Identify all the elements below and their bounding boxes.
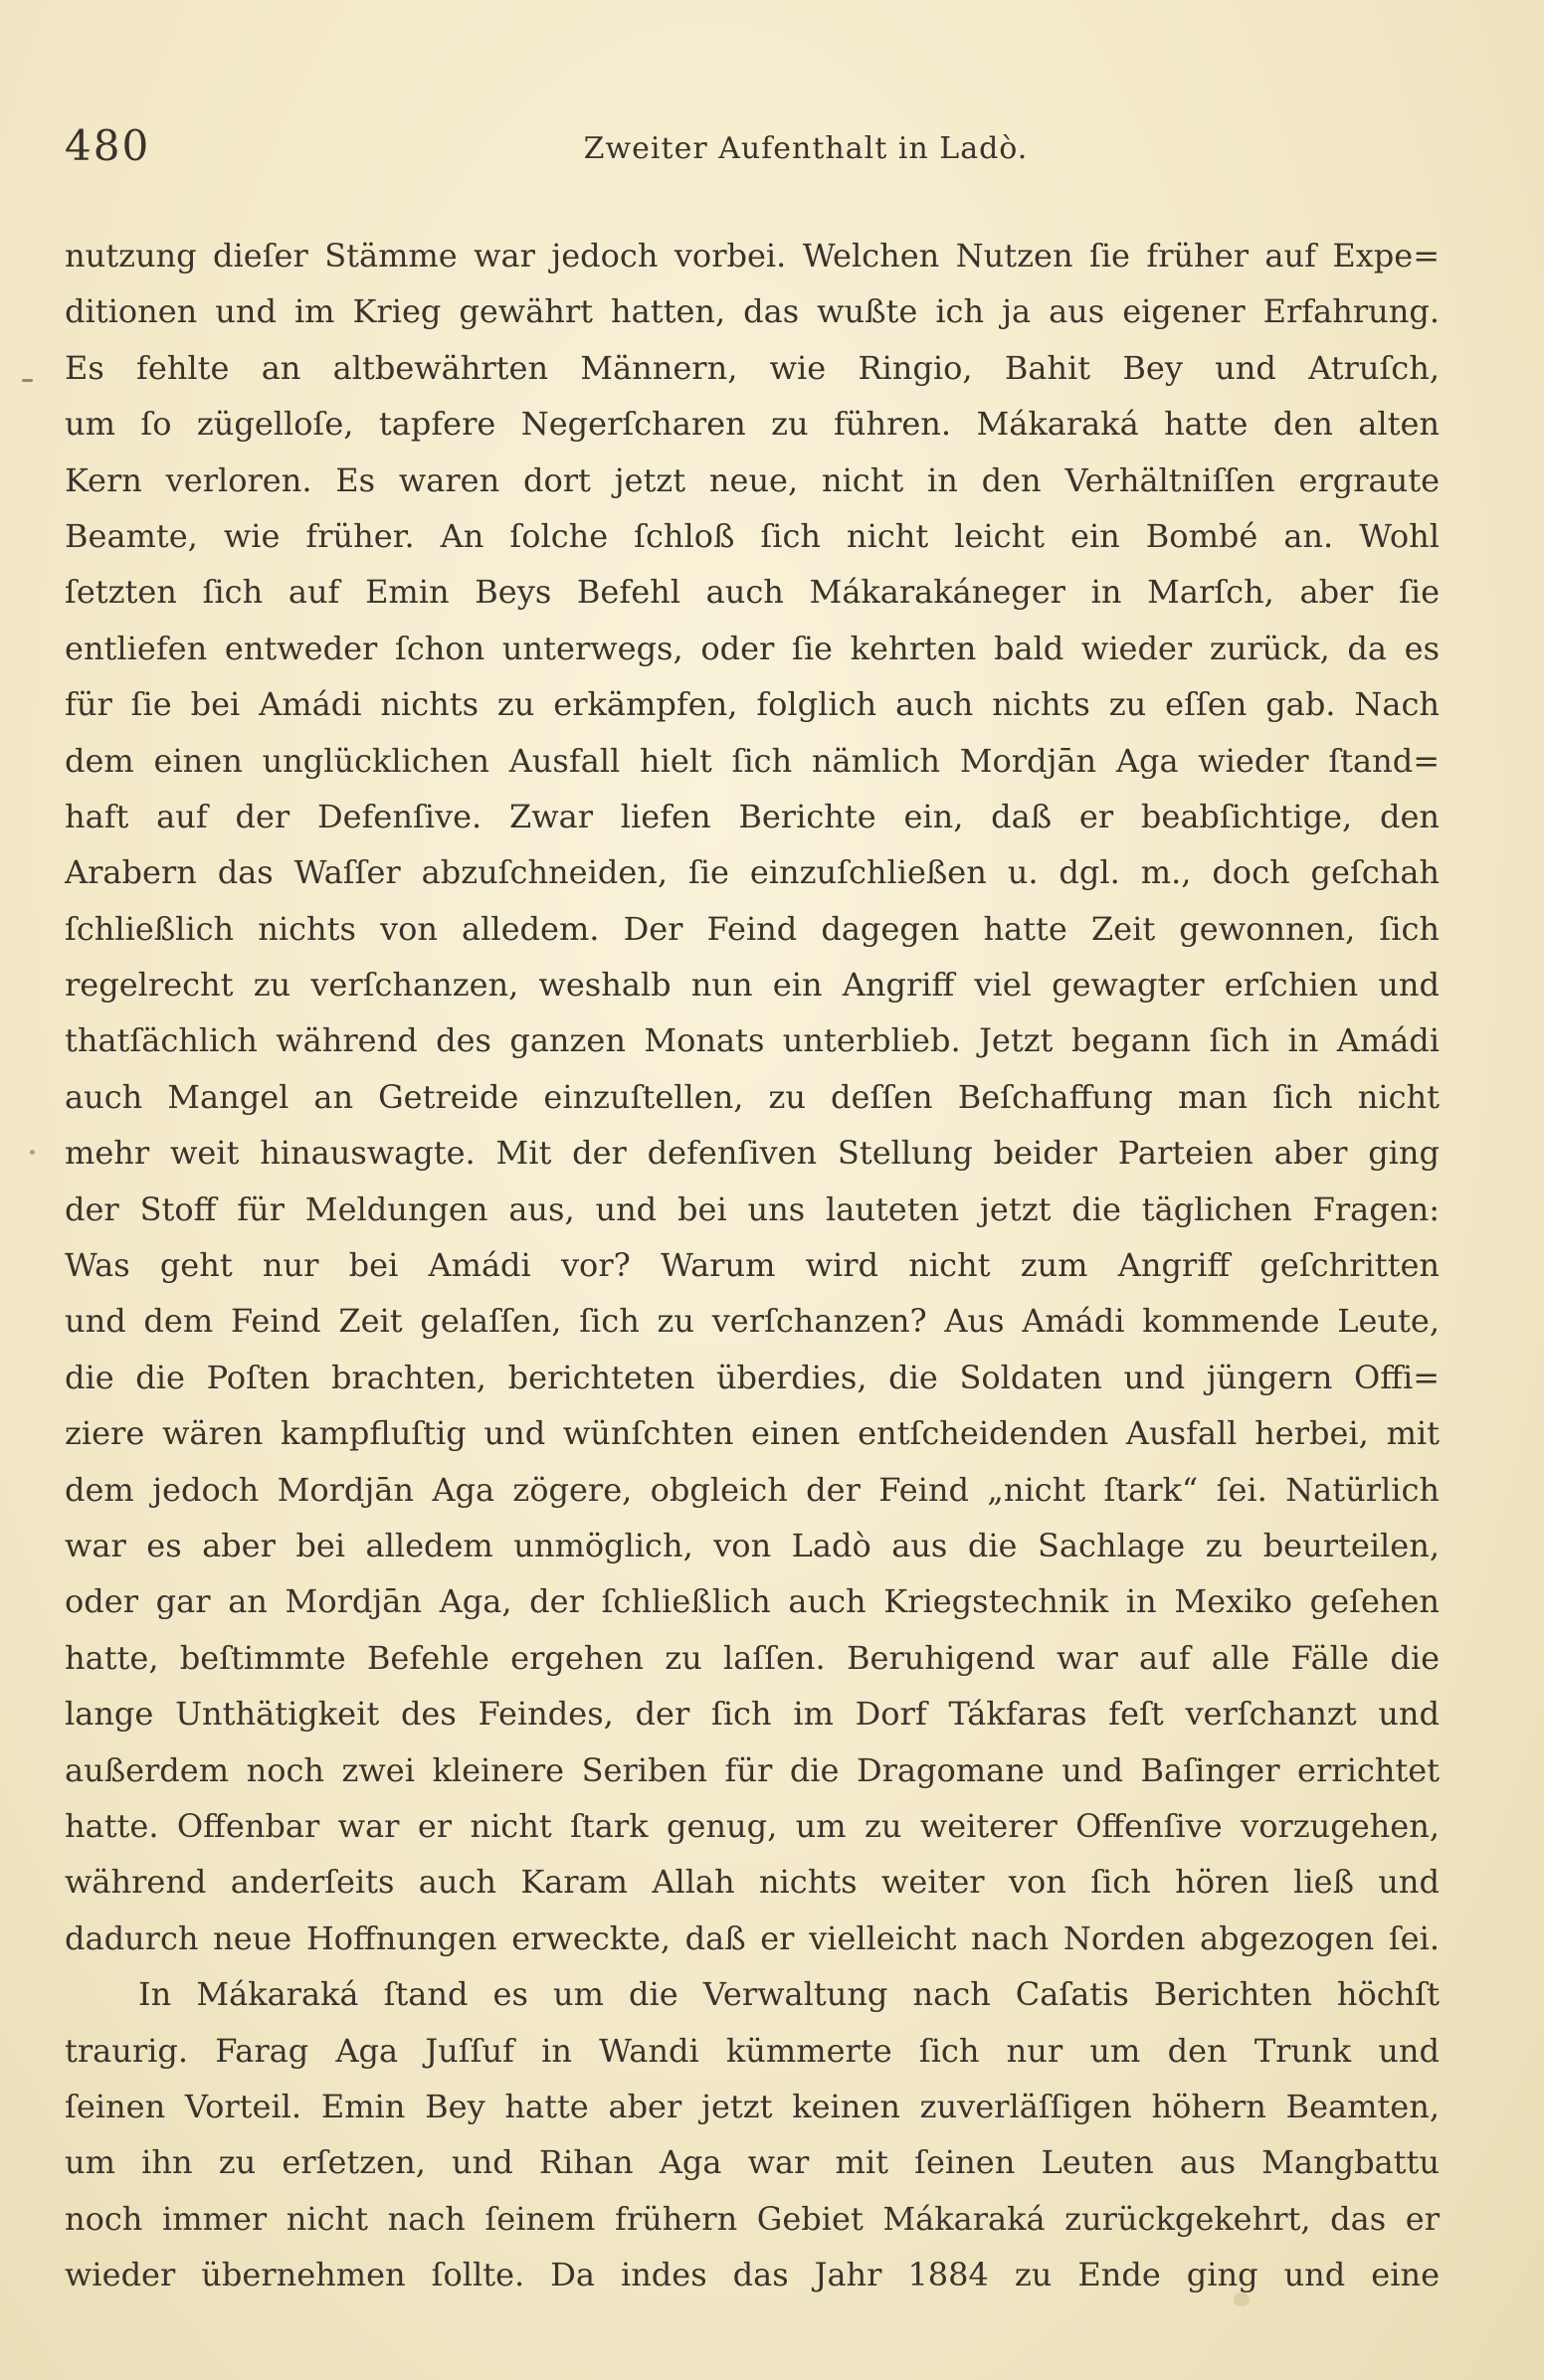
text-line: lange Unthätigkeit des Feindes, der ſich im Dorf Tákfaras feſt verſchanzt und [65,1695,1440,1734]
text-line: ditionen und im Krieg gewährt hatten, das wußte ich ja aus eigener Erfahrung. [65,292,1440,331]
text-line: auch Mangel an Getreide einzuſtellen, zu deſſen Beſchaffung man ſich nicht [65,1077,1440,1116]
text-line: Beamte, wie früher. An ſolche ſchloß ſich nicht leicht ein Bombé an. Wohl [65,516,1440,555]
text-line: noch immer nicht nach ſeinem frühern Gebiet Mákaraká zurückgekehrt, das er [65,2199,1440,2238]
running-title: Zweiter Aufenthalt in Ladò. [583,131,1029,166]
text-line: traurig. Farag Aga Juſſuf in Wandi kümmerte ſich nur um den Trunk und [65,2031,1440,2070]
text-line: In Mákaraká ſtand es um die Verwaltung nach Caſatis Berichten höchſt [138,1975,1440,2014]
text-line: um ihn zu erſetzen, und Rihan Aga war mit ſeinen Leuten aus Mangbattu [65,2143,1440,2182]
text-line: dadurch neue Hoffnungen erweckte, daß er vielleicht nach Norden abgezogen ſei. [65,1919,1440,1957]
text-line: wieder übernehmen ſollte. Da indes das Jahr 1884 zu Ende ging und eine [65,2256,1440,2294]
text-line: dem jedoch Mordjān Aga zögere, obgleich der Feind „nicht ſtark“ ſei. Natürlich [65,1470,1440,1509]
text-line: Was geht nur bei Amádi vor? Warum wird nicht zum Angriff geſchritten [65,1246,1440,1285]
paper-speck [22,379,33,382]
paper-speck [30,1150,35,1155]
body-text [65,228,1440,2302]
text-line: hatte. Offenbar war er nicht ſtark genug, um zu weiterer Offenſive vorzugehen, [65,1806,1440,1845]
text-line: entliefen entweder ſchon unterwegs, oder ſie kehrten bald wieder zurück, da es [65,629,1440,667]
text-line: und dem Feind Zeit gelaſſen, ſich zu verſchanzen? Aus Amádi kommende Leute, [65,1302,1440,1341]
text-line: regelrecht zu verſchanzen, weshalb nun ein Angriff viel gewagter erſchien und [65,966,1440,1005]
text-line: ſchließlich nichts von alledem. Der Feind dagegen hatte Zeit gewonnen, ſich [65,909,1440,948]
text-line: Kern verloren. Es waren dort jetzt neue, nicht in den Verhältniſſen ergraute [65,460,1440,499]
text-line: Arabern das Waſſer abzuſchneiden, ſie einzuſchließen u. dgl. m., doch geſchah [65,853,1440,892]
text-line: ziere wären kampfluſtig und wünſchten einen entſcheidenden Ausfall herbei, mit [65,1414,1440,1453]
page-header [0,0,1544,179]
text-line: haft auf der Defenſive. Zwar liefen Berichte ein, daß er beabſichtige, den [65,797,1440,835]
text-line: um ſo zügelloſe, tapfere Negerſcharen zu führen. Mákaraká hatte den alten [65,405,1440,444]
page-number: 480 [65,121,151,170]
text-line: außerdem noch zwei kleinere Seriben für die Dragomane und Baſinger errichtet [65,1750,1440,1789]
text-line: mehr weit hinauswagte. Mit der defenſiven Stellung beider Parteien aber ging [65,1134,1440,1173]
text-line: hatte, beſtimmte Befehle ergehen zu laſſen. Beruhigend war auf alle Fälle die [65,1638,1440,1677]
text-line: der Stoff für Meldungen aus, und bei uns lauteten jetzt die täglichen Fragen: [65,1190,1440,1228]
text-line: ſeinen Vorteil. Emin Bey hatte aber jetzt keinen zuverläſſigen höhern Beamten, [65,2087,1440,2125]
text-line: während anderſeits auch Karam Allah nichts weiter von ſich hören ließ und [65,1863,1440,1902]
text-line: nutzung dieſer Stämme war jedoch vorbei. Welchen Nutzen ſie früher auf Expe= [65,237,1440,275]
text-line: oder gar an Mordjān Aga, der ſchließlich auch Kriegstechnik in Mexiko geſehen [65,1582,1440,1621]
text-line: Es fehlte an altbewährten Männern, wie Ringio, Bahit Bey und Atruſch, [65,348,1440,387]
text-line: war es aber bei alledem unmöglich, von Ladò aus die Sachlage zu beurteilen, [65,1526,1440,1564]
paper-speck [1234,2292,1250,2306]
text-line: die die Poſten brachten, berichteten überdies, die Soldaten und jüngern Offi= [65,1358,1440,1396]
text-line: für ſie bei Amádi nichts zu erkämpfen, folglich auch nichts zu eſſen gab. Nach [65,685,1440,724]
text-line: dem einen unglücklichen Ausfall hielt ſich nämlich Mordjān Aga wieder ſtand= [65,741,1440,780]
text-line: thatſächlich während des ganzen Monats unterblieb. Jetzt begann ſich in Amádi [65,1021,1440,1060]
text-line: ſetzten ſich auf Emin Beys Befehl auch Mákarakáneger in Marſch, aber ſie [65,573,1440,612]
